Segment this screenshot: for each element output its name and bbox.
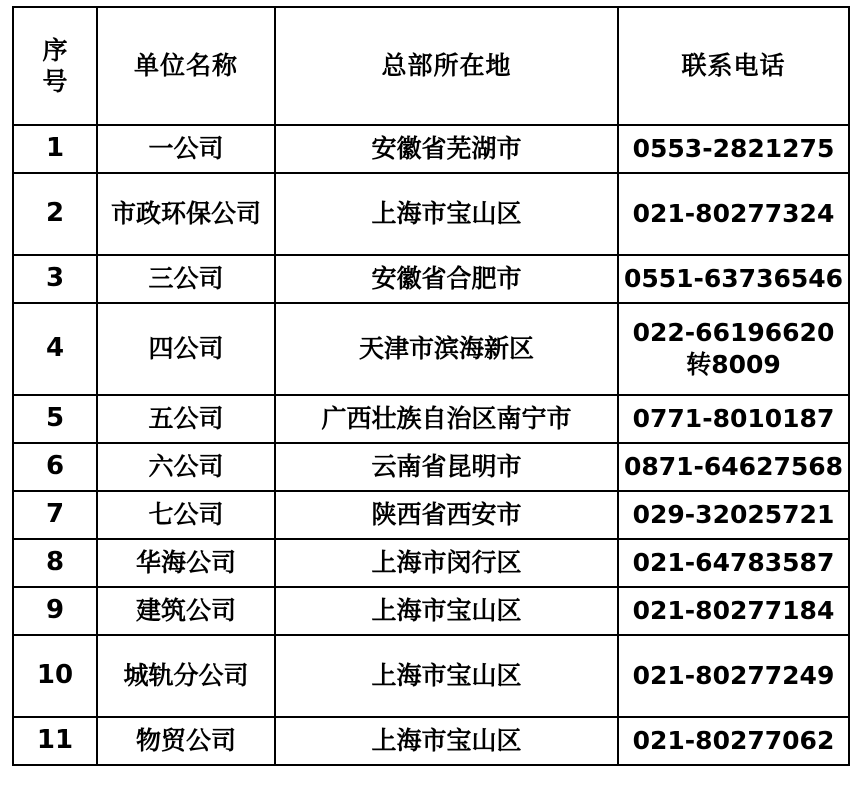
cell-headquarters: 上海市宝山区 — [275, 173, 618, 255]
table-row — [13, 395, 849, 443]
table-row — [13, 539, 849, 587]
cell-unit-name: 华海公司 — [97, 539, 275, 587]
table-row — [13, 255, 849, 303]
cell-unit-name: 三公司 — [97, 255, 275, 303]
cell-phone: 021-80277249 — [618, 635, 849, 717]
cell-headquarters: 陕西省西安市 — [275, 491, 618, 539]
cell-seq: 4 — [13, 303, 97, 395]
cell-headquarters: 安徽省合肥市 — [275, 255, 618, 303]
column-header-name: 单位名称 — [97, 7, 275, 125]
table-row — [13, 125, 849, 173]
table-header-row — [13, 7, 849, 125]
cell-phone: 0551-63736546 — [618, 255, 849, 303]
contact-table — [12, 6, 850, 766]
cell-phone: 0771-8010187 — [618, 395, 849, 443]
table-header — [13, 7, 849, 125]
cell-seq: 11 — [13, 717, 97, 765]
cell-unit-name: 市政环保公司 — [97, 173, 275, 255]
column-header-seq — [13, 7, 97, 125]
cell-headquarters: 上海市宝山区 — [275, 635, 618, 717]
cell-headquarters: 上海市宝山区 — [275, 717, 618, 765]
table-row — [13, 717, 849, 765]
cell-phone: 021-80277324 — [618, 173, 849, 255]
cell-seq: 1 — [13, 125, 97, 173]
cell-unit-name: 六公司 — [97, 443, 275, 491]
cell-headquarters: 上海市宝山区 — [275, 587, 618, 635]
column-header-phone: 联系电话 — [618, 7, 849, 125]
cell-unit-name: 五公司 — [97, 395, 275, 443]
table-row — [13, 173, 849, 255]
table-row — [13, 303, 849, 395]
column-header-place: 总部所在地 — [275, 7, 618, 125]
cell-headquarters: 天津市滨海新区 — [275, 303, 618, 395]
cell-headquarters: 云南省昆明市 — [275, 443, 618, 491]
cell-seq: 7 — [13, 491, 97, 539]
cell-seq: 9 — [13, 587, 97, 635]
cell-seq: 6 — [13, 443, 97, 491]
cell-seq: 5 — [13, 395, 97, 443]
cell-phone: 0871-64627568 — [618, 443, 849, 491]
cell-unit-name: 城轨分公司 — [97, 635, 275, 717]
column-header-seq-label: 序号 — [42, 35, 68, 96]
cell-unit-name: 四公司 — [97, 303, 275, 395]
cell-seq: 2 — [13, 173, 97, 255]
cell-phone: 022-66196620转8009 — [618, 303, 849, 395]
table-row — [13, 587, 849, 635]
table-row — [13, 635, 849, 717]
cell-unit-name: 建筑公司 — [97, 587, 275, 635]
cell-unit-name: 物贸公司 — [97, 717, 275, 765]
cell-phone: 0553-2821275 — [618, 125, 849, 173]
cell-unit-name: 七公司 — [97, 491, 275, 539]
cell-seq: 8 — [13, 539, 97, 587]
cell-unit-name: 一公司 — [97, 125, 275, 173]
cell-headquarters: 安徽省芜湖市 — [275, 125, 618, 173]
cell-phone: 021-80277062 — [618, 717, 849, 765]
cell-phone: 021-64783587 — [618, 539, 849, 587]
cell-phone: 029-32025721 — [618, 491, 849, 539]
table-body — [13, 125, 849, 765]
table-row — [13, 443, 849, 491]
table-row — [13, 491, 849, 539]
cell-seq: 3 — [13, 255, 97, 303]
cell-phone: 021-80277184 — [618, 587, 849, 635]
cell-seq: 10 — [13, 635, 97, 717]
cell-headquarters: 上海市闵行区 — [275, 539, 618, 587]
cell-headquarters: 广西壮族自治区南宁市 — [275, 395, 618, 443]
